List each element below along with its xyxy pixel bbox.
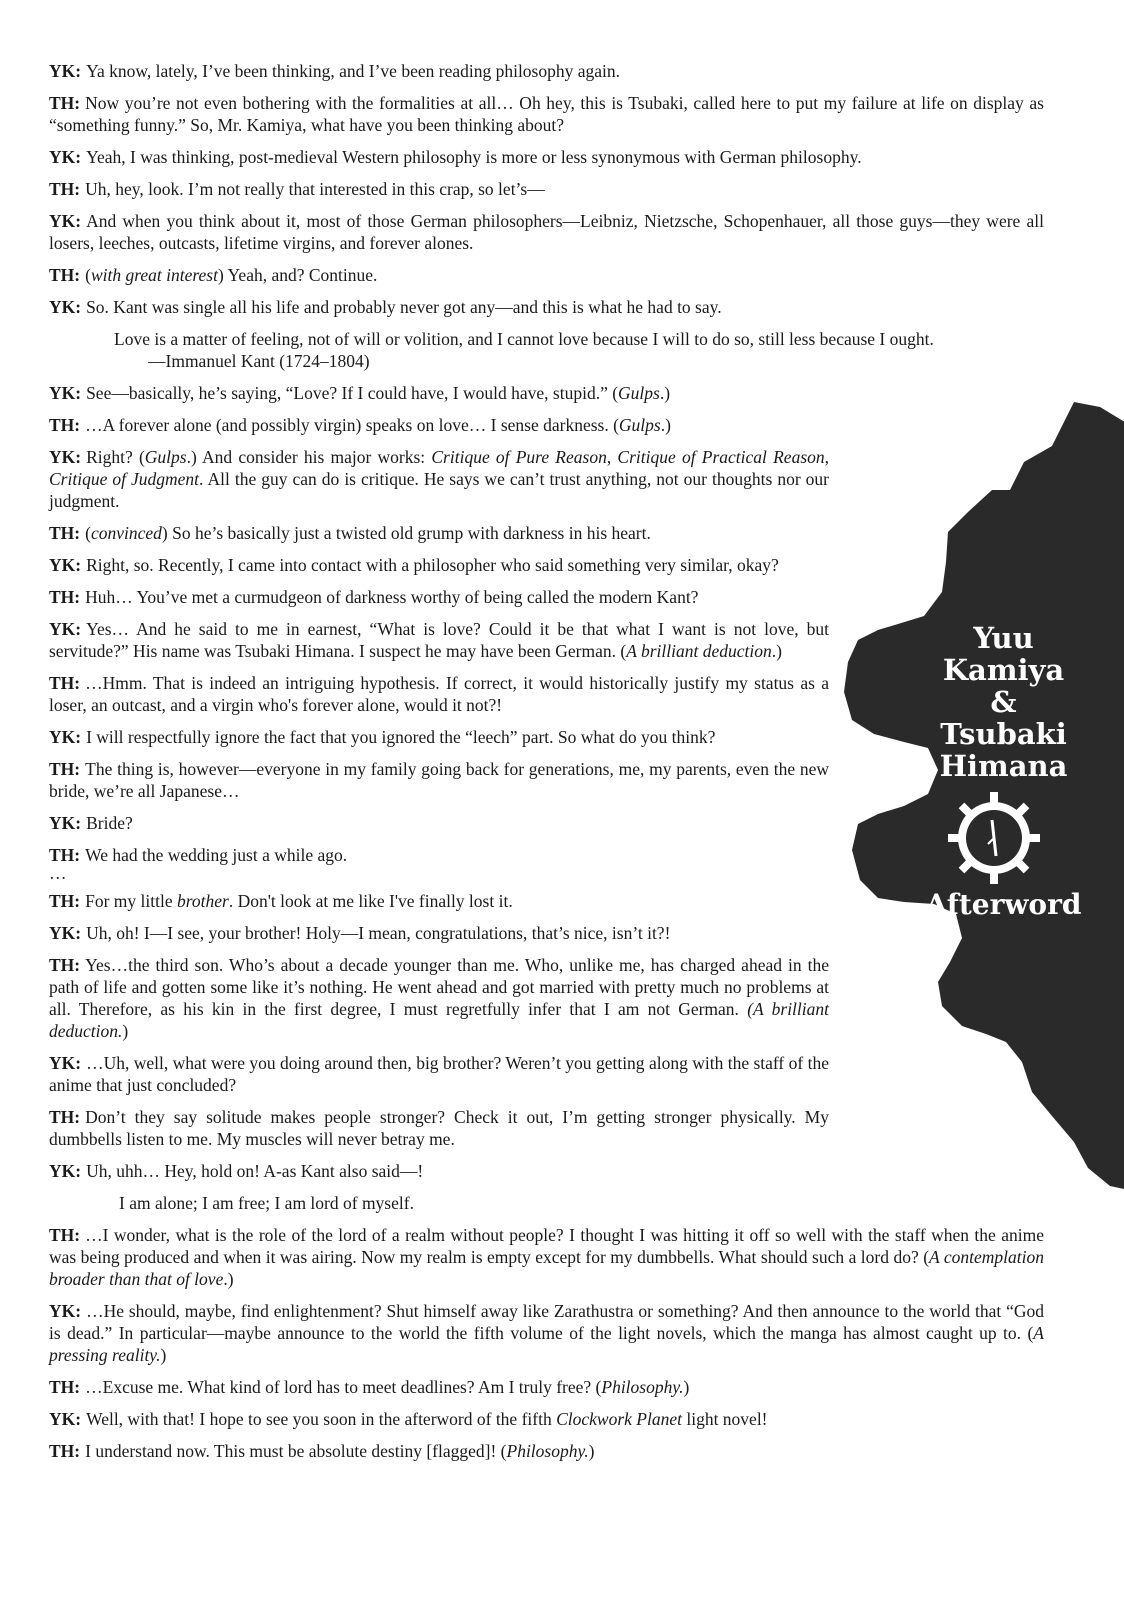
dialogue-text: Yes…the third son. Who’s about a decade younger than me. Who, unlike me, has charged ahead in the path of life and gotten some like it’s nothing. He went ahead and got married with pretty much no problems at all. Therefore, as his kin in the first degree, I must regretfully infer that I am not German. <box>49 955 829 1019</box>
dialogue-line <box>49 1300 1044 1366</box>
speaker-label: YK: <box>49 147 82 167</box>
pause-marker: … <box>49 863 67 883</box>
dialogue-line <box>49 382 1044 404</box>
speaker-label: YK: <box>49 1301 82 1321</box>
dialogue-text: .) <box>660 415 671 435</box>
speaker-label: TH: <box>49 891 81 911</box>
speaker-label: TH: <box>49 265 81 285</box>
dialogue-text: We had the wedding just a while ago. <box>85 845 348 865</box>
dialogue-text: . All the guy can do is critique. He says we can’t trust anything, not our thoughts nor our judgment. <box>49 469 830 511</box>
dialogue-line <box>49 446 829 512</box>
speaker-label: TH: <box>49 1377 81 1397</box>
dialogue-text: Ya know, lately, I’ve been thinking, and I’ve been reading philosophy again. <box>86 61 621 81</box>
dialogue-text: …Excuse me. What kind of lord has to meet deadlines? Am I truly free? ( <box>85 1377 602 1397</box>
dialogue-text: Right? ( <box>86 447 145 467</box>
dialogue-line <box>49 522 829 544</box>
dialogue-text: Yeah, I was thinking, post-medieval Western philosophy is more or less synonymous with German philosophy. <box>86 147 862 167</box>
dialogue-text: The thing is, however—everyone in my family going back for generations, me, my parents, even the new bride, we’re all Japanese… <box>49 759 829 801</box>
book-title: Critique of Pure Reason <box>431 447 607 467</box>
dialogue-line <box>49 60 1044 82</box>
dialogue-text: And when you think about it, most of those German philosophers—Leibniz, Nietzsche, Schopenhauer, all those guys—they were all losers, leeches, outcasts, lifetime virgins, and forever alones. <box>49 211 1044 253</box>
dialogue-text: Don’t they say solitude makes people stronger? Check it out, I’m getting stronger physically. My dumbbells listen to me. My muscles will never betray me. <box>49 1107 829 1149</box>
author-line: Himana <box>939 749 1068 783</box>
speaker-label: TH: <box>49 759 81 779</box>
speaker-label: YK: <box>49 1161 82 1181</box>
speaker-label: YK: <box>49 619 82 639</box>
dialogue-text: For my little <box>85 891 177 911</box>
dialogue-text: ) <box>683 1377 690 1397</box>
dialogue-text: Huh… You’ve met a curmudgeon of darkness worthy of being called the modern Kant? <box>85 587 699 607</box>
speaker-label: TH: <box>49 523 81 543</box>
dialogue-line <box>49 672 829 716</box>
dialogue-text: ( <box>85 523 91 543</box>
dialogue-text: …Uh, well, what were you doing around then, big brother? Weren’t you getting along with the staff of the anime that just concluded? <box>49 1053 829 1095</box>
book-title: Critique of Judgment <box>49 469 200 489</box>
dialogue-text: …A forever alone (and possibly virgin) speaks on love… I sense darkness. ( <box>85 415 619 435</box>
quote-text: Love is a matter of feeling, not of will or volition, and I cannot love because I will to do so, still less because I ought. <box>114 329 934 349</box>
dialogue-line <box>49 1224 1044 1290</box>
stage-direction: Philosophy. <box>506 1441 589 1461</box>
speaker-label: TH: <box>49 1107 81 1127</box>
dialogue-line <box>49 414 1044 436</box>
speaker-label: YK: <box>49 923 82 943</box>
dialogue-line <box>49 554 829 576</box>
stage-direction: brother <box>177 891 229 911</box>
dialogue-line <box>49 954 829 1042</box>
stage-direction: convinced <box>90 523 162 543</box>
quote-attribution: —Immanuel Kant (1724–1804) <box>148 351 370 371</box>
speaker-label: TH: <box>49 93 81 113</box>
dialogue-text: …I wonder, what is the role of the lord of a realm without people? I thought I was hitting it off so well with the staff when the anime was being produced and when it was airing. Now my realm is empty except for my dumbbells. What should such a lord do? ( <box>49 1225 1044 1267</box>
dialogue-text: .) <box>659 383 671 403</box>
speaker-label: YK: <box>49 211 82 231</box>
speaker-label: TH: <box>49 587 81 607</box>
dialogue-line <box>49 726 829 748</box>
dialogue-line <box>49 812 829 834</box>
dialogue-text: I understand now. This must be absolute destiny [flagged]! ( <box>85 1441 507 1461</box>
dialogue-text: ) <box>122 1021 129 1041</box>
speaker-label: TH: <box>49 673 81 693</box>
speaker-label: TH: <box>49 845 81 865</box>
kant-quote <box>114 328 1044 372</box>
stage-direction: (A brilliant deduction. <box>49 999 830 1041</box>
stage-direction: A pressing reality. <box>49 1323 1044 1365</box>
dialogue-text: Uh, oh! I—I see, your brother! Holy—I mean, congratulations, that’s nice, isn’t it?! <box>86 923 671 943</box>
dialogue-line <box>49 92 1044 136</box>
dialogue-line <box>49 618 829 662</box>
dialogue-text: Uh, hey, look. I’m not really that interested in this crap, so let’s— <box>85 179 545 199</box>
dialogue-line <box>49 1160 829 1182</box>
dialogue-text: Well, with that! I hope to see you soon in the afterword of the fifth <box>86 1409 557 1429</box>
dialogue-text: Yes… And he said to me in earnest, “What is love? Could it be that what I want is not love, but servitude?” His name was Tsubaki Himana. I suspect he may have been German. ( <box>49 619 829 661</box>
afterword-dialogue <box>49 60 1044 1472</box>
dialogue-line <box>49 844 829 866</box>
dialogue-text: ) <box>160 1345 167 1365</box>
stage-direction: with great interest <box>90 265 218 285</box>
speaker-label: YK: <box>49 1409 82 1429</box>
dialogue-line <box>49 264 1044 286</box>
quote-text: I am alone; I am free; I am lord of myself. <box>119 1193 414 1213</box>
dialogue-text: ) Yeah, and? Continue. <box>217 265 378 285</box>
dialogue-line <box>49 1408 1044 1430</box>
dialogue-text: Bride? <box>86 813 133 833</box>
speaker-label: TH: <box>49 955 81 975</box>
dialogue-line <box>49 890 829 912</box>
dialogue-text: ) So he’s basically just a twisted old grump with darkness in his heart. <box>161 523 651 543</box>
dialogue-text: ) <box>588 1441 595 1461</box>
dialogue-text: See—basically, he’s saying, “Love? If I could have, I would have, stupid.” ( <box>86 383 619 403</box>
author-line: & <box>990 685 1017 719</box>
stage-direction: Gulps <box>618 415 661 435</box>
dialogue-line <box>49 210 1044 254</box>
speaker-label: YK: <box>49 297 82 317</box>
dialogue-line <box>49 1052 829 1096</box>
author-line: Tsubaki <box>940 717 1067 751</box>
author-line: Yuu <box>973 621 1034 655</box>
speaker-label: TH: <box>49 179 81 199</box>
speaker-label: TH: <box>49 415 81 435</box>
speaker-label: YK: <box>49 383 82 403</box>
speaker-label: TH: <box>49 1441 81 1461</box>
dialogue-text: .) And consider his major works: <box>186 447 432 467</box>
speaker-label: YK: <box>49 555 82 575</box>
dialogue-text: .) <box>223 1269 234 1289</box>
speaker-label: TH: <box>49 1225 81 1245</box>
dialogue-line <box>49 1106 829 1150</box>
stage-direction: A brilliant deduction <box>626 641 772 661</box>
kant-quote <box>119 1192 1044 1214</box>
dialogue-text: Uh, uhh… Hey, hold on! A-as Kant also said—! <box>86 1161 424 1181</box>
dialogue-text: . Don't look at me like I've finally lost it. <box>228 891 513 911</box>
speaker-label: YK: <box>49 1053 82 1073</box>
book-title: Critique of Practical Reason <box>617 447 825 467</box>
dialogue-text: Right, so. Recently, I came into contact with a philosopher who said something very similar, okay? <box>86 555 779 575</box>
dialogue-line <box>49 1376 1044 1398</box>
dialogue-text: .) <box>771 641 782 661</box>
dialogue-line <box>49 296 1044 318</box>
speaker-label: YK: <box>49 61 82 81</box>
section-title: Afterword <box>925 888 1082 921</box>
dialogue-text: …Hmm. That is indeed an intriguing hypothesis. If correct, it would historically justify my status as a loser, an outcast, and a virgin who's forever alone, would it not?! <box>49 673 829 715</box>
dialogue-line <box>49 758 829 802</box>
dialogue-text: light novel! <box>681 1409 768 1429</box>
stage-direction: Gulps <box>618 383 660 403</box>
author-line: Kamiya <box>942 653 1065 687</box>
dialogue-line <box>49 922 829 944</box>
dialogue-line <box>49 1440 1044 1462</box>
stage-direction: A contemplation broader than that of love <box>49 1247 1044 1289</box>
speaker-label: YK: <box>49 813 82 833</box>
speaker-label: YK: <box>49 447 82 467</box>
dialogue-line <box>49 146 1044 168</box>
book-title: Clockwork Planet <box>556 1409 682 1429</box>
dialogue-line <box>49 178 1044 200</box>
speaker-label: YK: <box>49 727 82 747</box>
dialogue-text: Now you’re not even bothering with the formalities at all… Oh hey, this is Tsubaki, called here to put my failure at life on display as “something funny.” So, Mr. Kamiya, what have you been thinking about? <box>49 93 1044 135</box>
dialogue-text: So. Kant was single all his life and probably never got any—and this is what he had to say. <box>86 297 722 317</box>
stage-direction: Gulps <box>144 447 187 467</box>
dialogue-text: ( <box>85 265 91 285</box>
dialogue-text: …He should, maybe, find enlightenment? Shut himself away like Zarathustra or something? And then announce to the world that “God is dead.” In particular—maybe announce to the world the fifth volume of the light novels, which the manga has almost caught up to. ( <box>49 1301 1044 1343</box>
dialogue-text: , <box>606 447 618 467</box>
dialogue-text: , <box>824 447 829 467</box>
stage-direction: Philosophy. <box>601 1377 684 1397</box>
dialogue-line <box>49 586 829 608</box>
dialogue-text: I will respectfully ignore the fact that you ignored the “leech” part. So what do you think? <box>86 727 716 747</box>
